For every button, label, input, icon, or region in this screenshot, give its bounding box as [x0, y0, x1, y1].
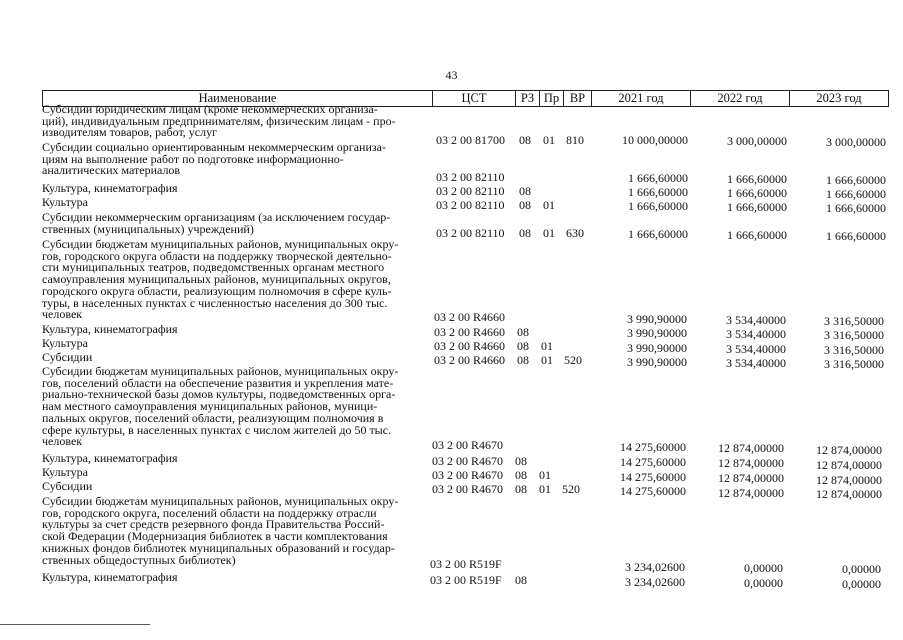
row-2023: 1 666,60000 — [826, 229, 886, 243]
row-2022: 0,00000 — [744, 561, 783, 575]
row-pr: 01 — [539, 482, 551, 496]
row-cst: 03 2 00 R4670 — [432, 482, 504, 496]
row-pr: 01 — [539, 468, 551, 482]
row-rz: 08 — [515, 468, 527, 482]
row-2021: 14 275,60000 — [620, 470, 686, 484]
col-header-rz: РЗ — [515, 90, 540, 107]
row-pr: 01 — [543, 226, 555, 240]
row-name: Субсидии социально ориентированным некоммерческим организа- циям на выполнение работ по подготовке информационно- аналитических материалов — [42, 140, 386, 178]
row-2021: 3 990,90000 — [627, 341, 687, 355]
row-2023: 3 000,00000 — [826, 135, 886, 149]
row-rz: 08 — [519, 198, 531, 212]
row-vr: 520 — [564, 353, 582, 367]
row-name: Субсидии бюджетам муниципальных районов, муниципальных окру- гов, поселений области на обеспечение развития и укрепления мате- риально-технической базы домов культуры, подведомственных орга- нам местного самоуправления муниципальных районов, муници- пальных округов, поселений области, реализующим полномочия в сфере культуры, в населенных пунктах с числом жителей до 50 тыс. человек — [42, 364, 399, 449]
footnote-divider — [0, 624, 150, 625]
row-cst: 03 2 00 82110 — [436, 170, 505, 184]
row-2022: 1 666,60000 — [727, 172, 787, 186]
row-name: Культура, кинематография — [42, 451, 178, 465]
row-vr: 630 — [566, 226, 584, 240]
row-2021: 10 000,00000 — [622, 133, 688, 147]
row-rz: 08 — [519, 133, 531, 147]
row-name: Субсидии бюджетам муниципальных районов, муниципальных окру- гов, городского округа, поселений области на поддержку отрасли культуры за счет средств резервного фонда Правительства Россий- ской Федерации (Модернизация библиотек в части комплектования книжных фондов библиотек муниципальных образований и государ- ственных общедоступных библиотек) — [42, 494, 399, 567]
row-2021: 1 666,60000 — [628, 185, 688, 199]
row-2023: 1 666,60000 — [826, 187, 886, 201]
row-2022: 1 666,60000 — [727, 186, 787, 200]
row-2022: 12 874,00000 — [718, 486, 784, 500]
row-name: Культура, кинематография — [42, 570, 178, 584]
row-name: Культура, кинематография — [42, 322, 178, 336]
row-name: Культура — [42, 195, 88, 209]
row-pr: 01 — [543, 133, 555, 147]
row-rz: 08 — [515, 454, 527, 468]
row-cst: 03 2 00 R4670 — [432, 454, 504, 468]
row-2023: 3 316,50000 — [824, 343, 884, 357]
row-cst: 03 2 00 82110 — [436, 184, 505, 198]
row-2021: 14 275,60000 — [620, 484, 686, 498]
row-2022: 3 534,40000 — [726, 327, 786, 341]
col-header-name: Наименование — [42, 90, 433, 107]
row-vr: 810 — [566, 133, 584, 147]
row-2021: 14 275,60000 — [620, 440, 686, 454]
row-vr: 520 — [562, 482, 580, 496]
row-name: Субсидии некоммерческим организациям (за исключением государ- ственных (муниципальных) учреждений) — [42, 210, 391, 236]
row-cst: 03 2 00 82110 — [436, 198, 505, 212]
row-rz: 08 — [517, 339, 529, 353]
row-cst: 03 2 00 R4660 — [434, 353, 506, 367]
row-cst: 03 2 00 81700 — [436, 133, 505, 147]
col-header-2023: 2023 год — [789, 90, 889, 107]
row-2023: 1 666,60000 — [826, 201, 886, 215]
row-2021: 1 666,60000 — [628, 199, 688, 213]
row-rz: 08 — [515, 573, 527, 587]
row-2021: 1 666,60000 — [628, 171, 688, 185]
row-2021: 3 990,90000 — [627, 355, 687, 369]
row-cst: 03 2 00 R4660 — [434, 325, 506, 339]
row-2023: 12 874,00000 — [816, 443, 882, 457]
row-2021: 3 990,90000 — [627, 312, 687, 326]
row-cst: 03 2 00 82110 — [436, 226, 505, 240]
row-2022: 12 874,00000 — [718, 456, 784, 470]
row-pr: 01 — [541, 339, 553, 353]
col-header-pr: Пр — [539, 90, 564, 107]
col-header-vr: ВР — [563, 90, 592, 107]
row-rz: 08 — [519, 184, 531, 198]
row-2021: 14 275,60000 — [620, 455, 686, 469]
row-2022: 1 666,60000 — [727, 228, 787, 242]
row-2023: 0,00000 — [842, 577, 881, 591]
row-2023: 12 874,00000 — [816, 473, 882, 487]
row-2023: 1 666,60000 — [826, 173, 886, 187]
row-cst: 03 2 00 R4660 — [434, 310, 506, 324]
row-2022: 12 874,00000 — [718, 471, 784, 485]
row-2023: 12 874,00000 — [816, 487, 882, 501]
row-2021: 3 234,02600 — [625, 575, 685, 589]
row-2022: 1 666,60000 — [727, 200, 787, 214]
row-2022: 3 534,40000 — [726, 342, 786, 356]
row-2022: 0,00000 — [744, 576, 783, 590]
row-2022: 3 000,00000 — [727, 134, 787, 148]
row-cst: 03 2 00 R4670 — [432, 438, 504, 452]
row-name: Субсидии юридическим лицам (кроме некоммерческих организа- ций), индивидуальным предпринимателям, физическим лицам - про- изводителям товаров, работ, услуг — [42, 102, 396, 140]
row-cst: 03 2 00 R519F — [430, 573, 502, 587]
row-cst: 03 2 00 R4670 — [432, 468, 504, 482]
row-2022: 3 534,40000 — [726, 356, 786, 370]
row-name: Культура — [42, 336, 88, 350]
col-header-2021: 2021 год — [591, 90, 691, 107]
row-rz: 08 — [519, 226, 531, 240]
row-cst: 03 2 00 R519F — [430, 557, 502, 571]
row-2021: 3 234,02600 — [625, 560, 685, 574]
row-name: Субсидии — [42, 350, 93, 364]
row-2023: 3 316,50000 — [824, 328, 884, 342]
row-2022: 12 874,00000 — [718, 441, 784, 455]
col-header-2022: 2022 год — [690, 90, 790, 107]
row-2023: 0,00000 — [842, 562, 881, 576]
col-header-cst: ЦСТ — [432, 90, 516, 107]
row-2023: 12 874,00000 — [816, 458, 882, 472]
page-number: 43 — [445, 68, 458, 82]
row-2021: 1 666,60000 — [628, 227, 688, 241]
row-rz: 08 — [515, 482, 527, 496]
row-rz: 08 — [517, 353, 529, 367]
row-name: Субсидии — [42, 479, 93, 493]
row-pr: 01 — [543, 198, 555, 212]
row-2023: 3 316,50000 — [824, 314, 884, 328]
row-name: Культура — [42, 465, 88, 479]
row-name: Субсидии бюджетам муниципальных районов, муниципальных окру- гов, городского округа области на поддержку творческой деятельно- сти муниципальных театров, подведомственных органам местного самоуправления муниципальных районов, муниципальных округов, городского округа области, реализующим полномочия в сфере куль- туры, в населенных пунктах с численностью населения до 300 тыс. человек — [42, 237, 399, 322]
row-cst: 03 2 00 R4660 — [434, 339, 506, 353]
row-pr: 01 — [541, 353, 553, 367]
row-2021: 3 990,90000 — [627, 326, 687, 340]
row-rz: 08 — [517, 325, 529, 339]
row-2022: 3 534,40000 — [726, 313, 786, 327]
row-name: Культура, кинематография — [42, 181, 178, 195]
row-2023: 3 316,50000 — [824, 357, 884, 371]
